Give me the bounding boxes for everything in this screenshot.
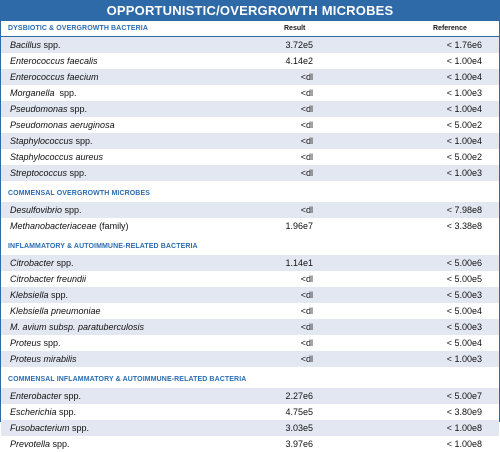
table-row [1,53,499,69]
reference-value: < 1.00e8 [446,439,482,449]
organism-name [10,423,89,433]
organism-name-suffix: spp. [67,168,87,178]
organism-name-italic: Staphylococcus aureus [10,152,104,162]
result-value: 2.27e6 [285,391,313,401]
section-title: COMMENSAL INFLAMMATORY & AUTOIMMUNE-RELATED BACTERIA [8,376,247,383]
section-title: COMMENSAL OVERGROWTH MICROBES [8,190,150,197]
results-table [1,21,499,452]
organism-name-suffix: spp. [41,40,61,50]
table-row [1,436,499,452]
organism-name-suffix: spp. [41,338,61,348]
organism-name [10,40,61,50]
organism-name-italic: Pseudomonas aeruginosa [10,120,115,130]
result-value: <dl [300,274,313,284]
result-value: <dl [300,354,313,364]
reference-value: < 1.00e4 [446,56,482,66]
column-header-reference: Reference [433,25,467,32]
organism-name-italic: Klebsiella pneumoniae [10,306,101,316]
organism-name [10,391,81,401]
organism-name-suffix: spp. [73,136,93,146]
organism-name [10,221,129,231]
result-value: <dl [300,72,313,82]
table-row [1,335,499,351]
reference-value: < 1.00e3 [446,88,482,98]
organism-name [10,258,74,268]
organism-name [10,56,98,66]
organism-name-suffix: (family) [96,221,129,231]
organism-name [10,306,101,316]
result-value: 3.72e5 [285,40,313,50]
result-value: 3.97e6 [285,439,313,449]
organism-name-italic: Enterococcus faecalis [10,56,98,66]
organism-name-italic: Escherichia [10,407,57,417]
reference-value: < 1.00e4 [446,104,482,114]
organism-name-italic: Klebsiella [10,290,49,300]
organism-name [10,354,77,364]
table-row [1,351,499,367]
reference-value: < 3.80e9 [446,407,482,417]
table-row [1,85,499,101]
reference-value: < 5.00e7 [446,391,482,401]
table-row [1,165,499,181]
result-value: <dl [300,306,313,316]
table-row [1,37,499,53]
reference-value: < 5.00e4 [446,338,482,348]
organism-name-suffix: spp. [54,88,77,98]
section-header [1,21,499,37]
organism-name [10,274,86,284]
result-value: 1.14e1 [285,258,313,268]
organism-name [10,168,87,178]
reference-value: < 5.00e2 [446,152,482,162]
organism-name [10,205,82,215]
organism-name-italic: Fusobacterium [10,423,70,433]
result-value: 3.03e5 [285,423,313,433]
organism-name-italic: Citrobacter [10,258,55,268]
organism-name-italic: Proteus [10,338,42,348]
organism-name-italic: Enterobacter [10,391,62,401]
result-value: <dl [300,152,313,162]
organism-name-suffix: spp. [61,391,82,401]
result-value: <dl [300,104,313,114]
table-row [1,202,499,218]
reference-value: < 5.00e5 [446,274,482,284]
organism-name [10,136,93,146]
organism-name-italic: Pseudomonas [10,104,68,114]
result-value: <dl [300,338,313,348]
organism-name [10,88,77,98]
organism-name [10,322,144,332]
organism-name-italic: Bacillus [10,40,42,50]
organism-name-italic: Citrobacter freundii [10,274,87,284]
column-header-result: Result [284,25,306,32]
reference-value: < 5.00e3 [446,290,482,300]
organism-name-suffix: spp. [62,205,82,215]
reference-value: < 5.00e2 [446,120,482,130]
result-value: <dl [300,290,313,300]
organism-name [10,439,70,449]
organism-name-suffix: spp. [69,423,90,433]
table-row [1,287,499,303]
panel-title: OPPORTUNISTIC/OVERGROWTH MICROBES [1,1,499,21]
organism-name-suffix: spp. [50,439,70,449]
table-row [1,303,499,319]
organism-name [10,120,115,130]
organism-name [10,290,68,300]
reference-value: < 5.00e4 [446,306,482,316]
reference-value: < 3.38e8 [446,221,482,231]
result-value: 4.75e5 [285,407,313,417]
reference-value: < 1.00e4 [446,136,482,146]
organism-name-italic: Prevotella [10,439,51,449]
organism-name-italic: Enterococcus faecium [10,72,99,82]
table-row [1,255,499,271]
table-row [1,420,499,436]
result-value: <dl [300,205,313,215]
result-value: 4.14e2 [285,56,313,66]
section-header [1,239,499,255]
organism-name-suffix: spp. [54,258,74,268]
reference-value: < 1.76e6 [446,40,482,50]
organism-name [10,338,61,348]
table-row [1,271,499,287]
organism-name-italic: Methanobacteriaceae [10,221,97,231]
organism-name-italic: Streptococcus [10,168,68,178]
reference-value: < 7.98e8 [446,205,482,215]
section-header [1,372,499,388]
table-row [1,117,499,133]
section-title: INFLAMMATORY & AUTOIMMUNE-RELATED BACTERIA [8,243,198,250]
reference-value: < 1.00e8 [446,423,482,433]
table-row [1,101,499,117]
organism-name-italic: Proteus mirabilis [10,354,77,364]
organism-name-italic: Staphylococcus [10,136,74,146]
table-row [1,404,499,420]
table-row [1,218,499,234]
reference-value: < 5.00e6 [446,258,482,268]
organism-name-suffix: spp. [67,104,88,114]
organism-name [10,407,76,417]
result-value: <dl [300,88,313,98]
organism-name-italic: Desulfovibrio [10,205,63,215]
reference-value: < 1.00e3 [446,168,482,178]
result-value: <dl [300,322,313,332]
organism-name-italic: Morganella [10,88,55,98]
reference-value: < 5.00e3 [446,322,482,332]
table-row [1,69,499,85]
table-row [1,133,499,149]
table-row [1,319,499,335]
table-row [1,149,499,165]
reference-value: < 1.00e4 [446,72,482,82]
result-value: <dl [300,136,313,146]
table-row [1,388,499,404]
organism-name-suffix: spp. [48,290,69,300]
section-title: DYSBIOTIC & OVERGROWTH BACTERIA [8,25,148,32]
organism-name [10,152,103,162]
organism-name [10,104,87,114]
organism-name-italic: M. avium subsp. paratuberculosis [10,322,145,332]
result-value: <dl [300,120,313,130]
reference-value: < 1.00e3 [446,354,482,364]
result-value: 1.96e7 [285,221,313,231]
organism-name-suffix: spp. [56,407,77,417]
result-value: <dl [300,168,313,178]
section-header [1,186,499,202]
organism-name [10,72,99,82]
